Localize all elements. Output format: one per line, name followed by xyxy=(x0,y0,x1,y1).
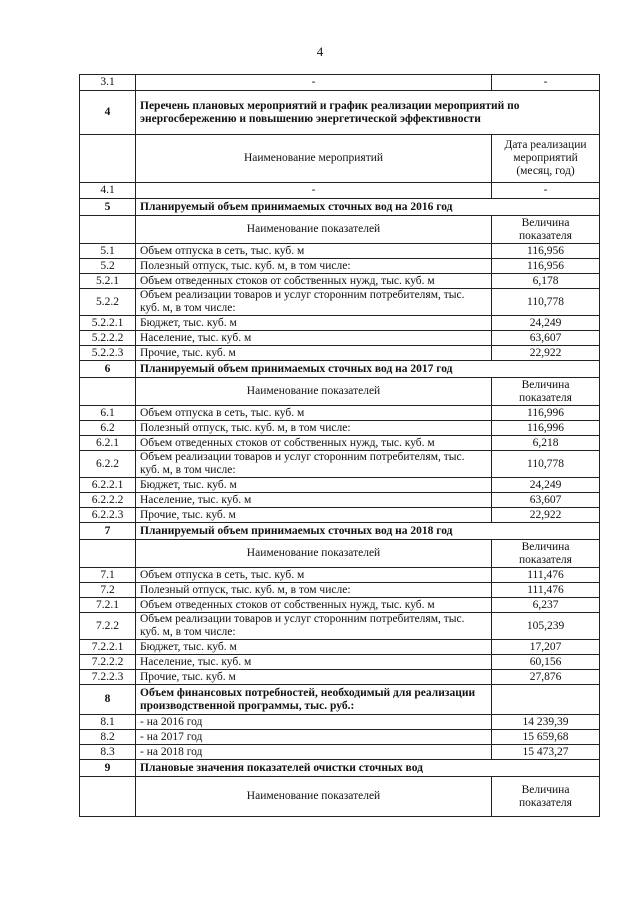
table-row xyxy=(80,478,600,493)
table-row xyxy=(80,508,600,523)
table-row xyxy=(80,378,600,406)
table-row xyxy=(80,568,600,583)
row-number: 7 xyxy=(80,523,136,540)
column-header: Наименование мероприятий xyxy=(136,135,492,183)
name-cell: - на 2017 год xyxy=(136,730,492,745)
table-row xyxy=(80,685,600,715)
row-number: 6.1 xyxy=(80,406,136,421)
value-cell: 116,996 xyxy=(492,421,600,436)
column-header: Величина показателя xyxy=(492,216,600,244)
column-header: Наименование показателей xyxy=(136,216,492,244)
row-number: 6.2.2.2 xyxy=(80,493,136,508)
value-cell: 27,876 xyxy=(492,670,600,685)
column-header: Величина показателя xyxy=(492,378,600,406)
row-number: 5.2.2.3 xyxy=(80,346,136,361)
program-table-body xyxy=(80,75,600,817)
name-cell: Население, тыс. куб. м xyxy=(136,331,492,346)
table-row xyxy=(80,421,600,436)
row-number: 8.3 xyxy=(80,745,136,760)
table-row xyxy=(80,451,600,478)
table-row xyxy=(80,640,600,655)
section-title: Планируемый объем принимаемых сточных вод на 2017 год xyxy=(136,361,600,378)
row-number: 7.2 xyxy=(80,583,136,598)
name-cell: Прочие, тыс. куб. м xyxy=(136,346,492,361)
name-cell: Объем реализации товаров и услуг сторонним потребителям, тыс. куб. м, в том числе: xyxy=(136,289,492,316)
table-row xyxy=(80,745,600,760)
name-cell: Полезный отпуск, тыс. куб. м, в том числе: xyxy=(136,583,492,598)
table-row xyxy=(80,183,600,199)
name-cell: Объем реализации товаров и услуг сторонним потребителям, тыс. куб. м, в том числе: xyxy=(136,451,492,478)
value-cell: 116,996 xyxy=(492,406,600,421)
table-row xyxy=(80,613,600,640)
row-number xyxy=(80,777,136,817)
row-number: 6.2.2.1 xyxy=(80,478,136,493)
value-cell: 111,476 xyxy=(492,583,600,598)
value-cell: 6,237 xyxy=(492,598,600,613)
column-header: Величина показателя xyxy=(492,540,600,568)
table-row xyxy=(80,346,600,361)
name-cell: Объем отведенных стоков от собственных нужд, тыс. куб. м xyxy=(136,274,492,289)
name-cell: Бюджет, тыс. куб. м xyxy=(136,316,492,331)
value-cell: - xyxy=(492,183,600,199)
table-row xyxy=(80,216,600,244)
row-number: 5.2.2.2 xyxy=(80,331,136,346)
table-row xyxy=(80,316,600,331)
value-cell: 110,778 xyxy=(492,451,600,478)
row-number: 7.2.2.3 xyxy=(80,670,136,685)
value-cell: 15 659,68 xyxy=(492,730,600,745)
row-number: 3.1 xyxy=(80,75,136,91)
section-title: Планируемый объем принимаемых сточных вод на 2018 год xyxy=(136,523,600,540)
name-cell: Объем отведенных стоков от собственных нужд, тыс. куб. м xyxy=(136,598,492,613)
row-number: 5.2.2.1 xyxy=(80,316,136,331)
row-number: 5.2.2 xyxy=(80,289,136,316)
row-number: 5 xyxy=(80,199,136,216)
value-cell: 22,922 xyxy=(492,508,600,523)
value-cell: 63,607 xyxy=(492,493,600,508)
name-cell: Население, тыс. куб. м xyxy=(136,493,492,508)
row-number xyxy=(80,216,136,244)
table-row xyxy=(80,199,600,216)
value-cell: 111,476 xyxy=(492,568,600,583)
name-cell: Бюджет, тыс. куб. м xyxy=(136,478,492,493)
value-cell: 6,178 xyxy=(492,274,600,289)
value-cell: 24,249 xyxy=(492,478,600,493)
row-number: 7.2.2.2 xyxy=(80,655,136,670)
table-row xyxy=(80,760,600,777)
table-row xyxy=(80,274,600,289)
value-cell: 17,207 xyxy=(492,640,600,655)
value-cell: 110,778 xyxy=(492,289,600,316)
table-row xyxy=(80,655,600,670)
name-cell: Объем отведенных стоков от собственных нужд, тыс. куб. м xyxy=(136,436,492,451)
table-row xyxy=(80,540,600,568)
column-header: Дата реализации мероприятий (месяц, год) xyxy=(492,135,600,183)
table-row xyxy=(80,777,600,817)
value-cell: - xyxy=(492,75,600,91)
table-row xyxy=(80,91,600,135)
table-row xyxy=(80,523,600,540)
table-row xyxy=(80,135,600,183)
value-cell: 22,922 xyxy=(492,346,600,361)
section-title: Объем финансовых потребностей, необходимый для реализации производственной программы, тыс. руб.: xyxy=(136,685,492,715)
row-number: 8 xyxy=(80,685,136,715)
table-row xyxy=(80,436,600,451)
table-row xyxy=(80,259,600,274)
name-cell: - на 2016 год xyxy=(136,715,492,730)
table-row xyxy=(80,598,600,613)
value-cell: 14 239,39 xyxy=(492,715,600,730)
column-header: Наименование показателей xyxy=(136,378,492,406)
row-number: 9 xyxy=(80,760,136,777)
name-cell: Прочие, тыс. куб. м xyxy=(136,670,492,685)
table-row xyxy=(80,75,600,91)
row-number: 6.2.2.3 xyxy=(80,508,136,523)
table-row xyxy=(80,406,600,421)
name-cell: Объем реализации товаров и услуг сторонним потребителям, тыс. куб. м, в том числе: xyxy=(136,613,492,640)
name-cell: Население, тыс. куб. м xyxy=(136,655,492,670)
column-header: Величина показателя xyxy=(492,777,600,817)
value-cell: 63,607 xyxy=(492,331,600,346)
table-row xyxy=(80,715,600,730)
name-cell: Объем отпуска в сеть, тыс. куб. м xyxy=(136,244,492,259)
row-number: 6 xyxy=(80,361,136,378)
name-cell: - xyxy=(136,75,492,91)
row-number xyxy=(80,378,136,406)
row-number: 8.2 xyxy=(80,730,136,745)
value-cell: 6,218 xyxy=(492,436,600,451)
value-cell xyxy=(492,685,600,715)
section-title: Перечень плановых мероприятий и график реализации мероприятий по энергосбережению и повышению энергетической эффективности xyxy=(136,91,600,135)
row-number: 4.1 xyxy=(80,183,136,199)
row-number xyxy=(80,540,136,568)
page-number: 4 xyxy=(316,44,324,59)
name-cell: - на 2018 год xyxy=(136,745,492,760)
row-number: 6.2.1 xyxy=(80,436,136,451)
row-number: 4 xyxy=(80,91,136,135)
value-cell: 116,956 xyxy=(492,259,600,274)
row-number: 6.2.2 xyxy=(80,451,136,478)
value-cell: 15 473,27 xyxy=(492,745,600,760)
table-row xyxy=(80,289,600,316)
row-number xyxy=(80,135,136,183)
row-number: 7.2.2.1 xyxy=(80,640,136,655)
table-row xyxy=(80,493,600,508)
table-row xyxy=(80,331,600,346)
value-cell: 116,956 xyxy=(492,244,600,259)
row-number: 7.2.2 xyxy=(80,613,136,640)
program-table xyxy=(79,74,600,817)
row-number: 5.1 xyxy=(80,244,136,259)
row-number: 5.2.1 xyxy=(80,274,136,289)
section-title: Планируемый объем принимаемых сточных вод на 2016 год xyxy=(136,199,600,216)
table-row xyxy=(80,730,600,745)
row-number: 7.2.1 xyxy=(80,598,136,613)
row-number: 6.2 xyxy=(80,421,136,436)
value-cell: 24,249 xyxy=(492,316,600,331)
section-title: Плановые значения показателей очистки сточных вод xyxy=(136,760,600,777)
table-row xyxy=(80,361,600,378)
table-row xyxy=(80,670,600,685)
name-cell: Полезный отпуск, тыс. куб. м, в том числе: xyxy=(136,259,492,274)
row-number: 5.2 xyxy=(80,259,136,274)
name-cell: Полезный отпуск, тыс. куб. м, в том числе: xyxy=(136,421,492,436)
name-cell: Объем отпуска в сеть, тыс. куб. м xyxy=(136,406,492,421)
name-cell: Бюджет, тыс. куб. м xyxy=(136,640,492,655)
value-cell: 105,239 xyxy=(492,613,600,640)
name-cell: Объем отпуска в сеть, тыс. куб. м xyxy=(136,568,492,583)
table-row xyxy=(80,244,600,259)
column-header: Наименование показателей xyxy=(136,540,492,568)
row-number: 8.1 xyxy=(80,715,136,730)
row-number: 7.1 xyxy=(80,568,136,583)
name-cell: Прочие, тыс. куб. м xyxy=(136,508,492,523)
value-cell: 60,156 xyxy=(492,655,600,670)
table-row xyxy=(80,583,600,598)
name-cell: - xyxy=(136,183,492,199)
column-header: Наименование показателей xyxy=(136,777,492,817)
